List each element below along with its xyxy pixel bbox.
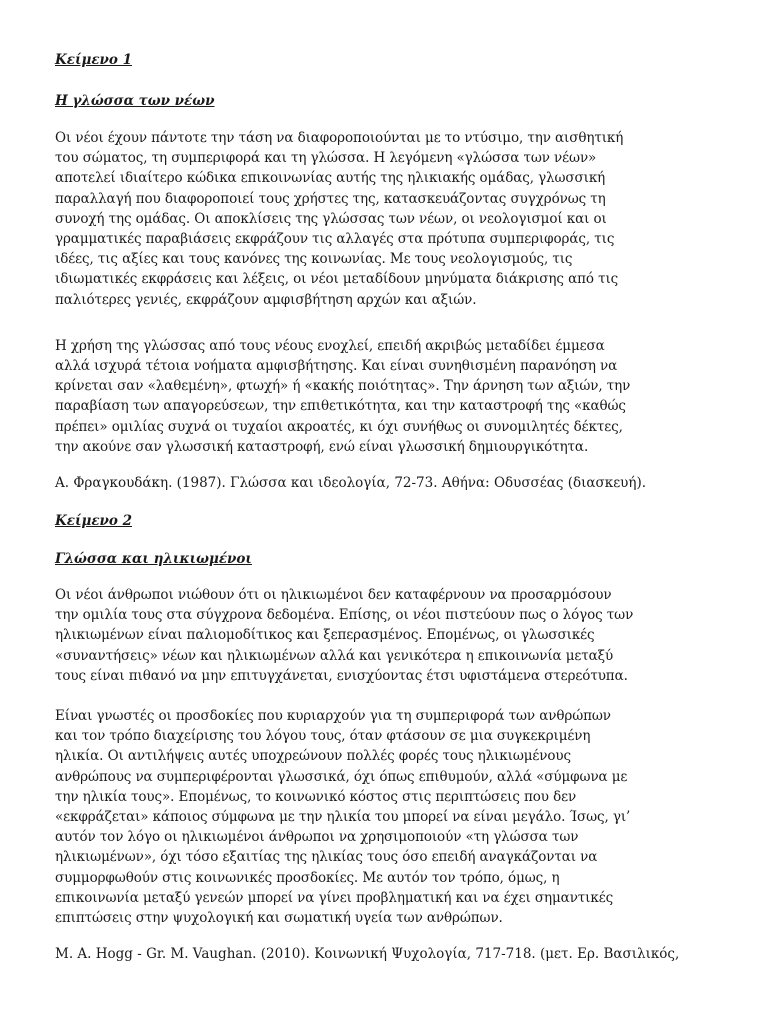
paragraph-line: την ηλικία τους». Επομένως, το κοινωνικό κόστος στις περιπτώσεις που δεν <box>55 788 577 805</box>
paragraph-line: παραβίαση των απαγορεύσεων, την επιθετικότητα, και την καταστροφή της «καθώς <box>55 398 626 415</box>
text2-title: Γλώσσα και ηλικιωμένοι <box>55 551 252 568</box>
paragraph-line: κρίνεται σαν «λαθεμένη», φτωχή» ή «κακής ποιότητας». Την άρνηση των αξιών, την <box>55 378 631 395</box>
paragraph-line: παλιότερες γενιές, εκφράζουν αμφισβήτηση αρχών και αξιών. <box>55 291 477 308</box>
paragraph-line: συμμορφωθούν στις κοινωνικές προσδοκίες. Με αυτόν τον τρόπο, όμως, η <box>55 869 560 886</box>
paragraph-line: την ακούνε σαν γλωσσική καταστροφή, ενώ είναι γλωσσική δημιουργικότητα. <box>55 438 589 455</box>
paragraph-line: Είναι γνωστές οι προσδοκίες που κυριαρχούν για τη συμπεριφορά των ανθρώπων <box>55 708 611 725</box>
paragraph-line: τους είναι πιθανό να μην επιτυγχάνεται, ενισχύοντας έτσι υφιστάμενα στερεότυπα. <box>55 667 628 684</box>
paragraph-line: πρέπει» ομιλίας συχνά οι τυχαίοι ακροατές, κι όχι συνήθως οι συνομιλητές δέκτες, <box>55 418 623 435</box>
paragraph-line: Οι νέοι έχουν πάντοτε την τάση να διαφοροποιούνται με το ντύσιμο, την αισθητική <box>55 130 624 146</box>
paragraph-line: επικοινωνία μεταξύ γενεών μπορεί να γίνει προβληματική και να έχει σημαντικές <box>55 889 614 906</box>
paragraph-line: Οι νέοι άνθρωποι νιώθουν ότι οι ηλικιωμένοι δεν καταφέρνουν να προσαρμόσουν <box>55 587 612 604</box>
paragraph-line: αλλά ισχυρά τέτοια νοήματα αμφισβήτησης. Και είναι συνηθισμένη παρανόηση να <box>55 358 618 375</box>
text1-source: Α. Φραγκουδάκη. (1987). Γλώσσα και ιδεολογία, 72-73. Αθήνα: Οδυσσέας (διασκευή). <box>55 475 647 492</box>
paragraph-line: αυτόν τον λόγο οι ηλικιωμένοι άνθρωποι να χρησιμοποιούν «τη γλώσσα των <box>55 829 579 846</box>
paragraph-line: «εκφράζεται» κάποιος σύμφωνα με την ηλικία του μπορεί να είναι μεγάλο. Ίσως, γι’ <box>55 809 631 826</box>
text1-paragraph-1 <box>55 128 701 310</box>
text1-title: Η γλώσσα των νέων <box>55 93 215 109</box>
document-page <box>55 50 701 964</box>
paragraph-line: Η χρήση της γλώσσας από τους νέους ενοχλεί, επειδή ακριβώς μεταδίδει έμμεσα <box>55 337 605 354</box>
paragraph-line: του σώματος, τη συμπεριφορά και τη γλώσσα. Η λεγόμενη «γλώσσα των νέων» <box>55 150 597 167</box>
text1-label: Κείμενο 1 <box>55 52 133 68</box>
paragraph-line: ανθρώπους να συμπεριφέρονται γλωσσικά, όχι όπως επιθυμούν, αλλά «σύμφωνα με <box>55 768 628 785</box>
text2-paragraph-2 <box>55 706 701 928</box>
paragraph-line: συνοχή της ομάδας. Οι αποκλίσεις της γλώσσας των νέων, οι νεολογισμοί και οι <box>55 210 607 227</box>
text2-source: M. A. Hogg - Gr. M. Vaughan. (2010). Κοινωνική Ψυχολογία, 717-718. (μετ. Ερ. Βασιλικός, <box>55 946 680 963</box>
paragraph-line: την ομιλία τους στα σύγχρονα δεδομένα. Επίσης, οι νέοι πιστεύουν πως ο λόγος των <box>55 607 634 624</box>
text1-paragraph-2 <box>55 336 701 457</box>
paragraph-line: ιδέες, τις αξίες και τους κανόνες της κοινωνίας. Με τους νεολογισμούς, τις <box>55 251 573 268</box>
paragraph-line: «συναντήσεις» νέων και ηλικιωμένων αλλά και γενικότερα η επικοινωνία μεταξύ <box>55 647 614 664</box>
paragraph-line: παραλλαγή που διαφοροποιεί τους χρήστες της, κατασκευάζοντας συγχρόνως τη <box>55 190 606 207</box>
paragraph-line: γραμματικές παραβιάσεις εκφράζουν τις αλλαγές στα πρότυπα συμπεριφοράς, τις <box>55 231 615 248</box>
text2-label: Κείμενο 2 <box>55 513 133 530</box>
paragraph-line: ιδιωματικές εκφράσεις και λέξεις, οι νέοι μεταδίδουν μηνύματα διάκρισης από τις <box>55 271 619 288</box>
paragraph-line: επιπτώσεις στην ψυχολογική και σωματική υγεία των ανθρώπων. <box>55 910 503 927</box>
text2-paragraph-1 <box>55 585 701 686</box>
paragraph-line: αποτελεί ιδιαίτερο κώδικα επικοινωνίας αυτής της ηλικιακής ομάδας, γλωσσική <box>55 170 606 187</box>
paragraph-line: ηλικιωμένων», όχι τόσο εξαιτίας της ηλικίας τους όσο επειδή αναγκάζονται να <box>55 849 598 866</box>
paragraph-line: ηλικία. Οι αντιλήψεις αυτές υποχρεώνουν πολλές φορές τους ηλικιωμένους <box>55 748 572 765</box>
paragraph-line: ηλικιωμένων είναι παλιομοδίτικος και ξεπερασμένος. Επομένως, οι γλωσσικές <box>55 627 595 644</box>
paragraph-line: και τον τρόπο διαχείρισης του λόγου τους, όταν φτάσουν σε μια συγκεκριμένη <box>55 728 591 745</box>
